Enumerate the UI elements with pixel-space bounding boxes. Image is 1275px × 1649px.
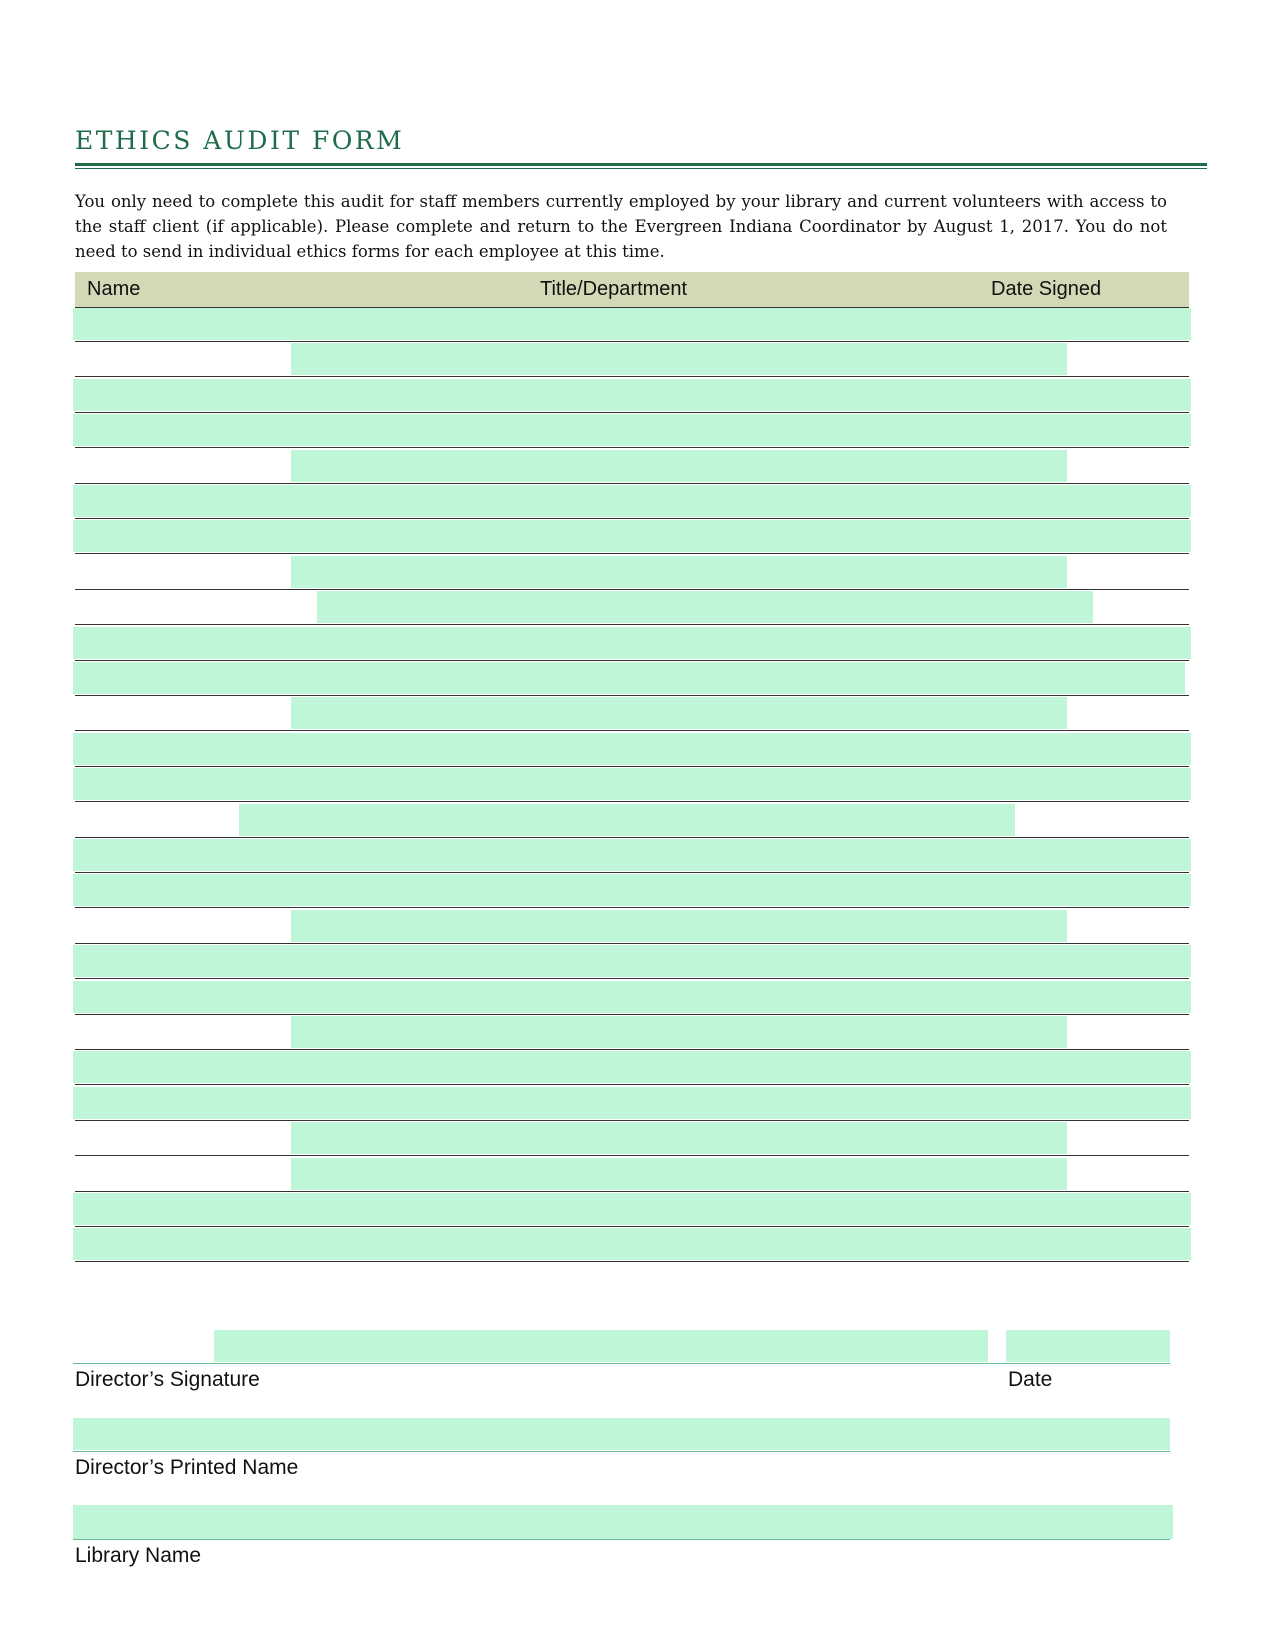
row-input-field[interactable] [291,697,1067,729]
row-input-field[interactable] [73,662,1185,694]
row-input-field[interactable] [73,1193,1191,1225]
row-input-field[interactable] [291,556,1067,588]
director-printed-name-label: Director’s Printed Name [75,1456,299,1479]
row-input-field[interactable] [73,485,1191,517]
library-name-field[interactable] [73,1505,1173,1539]
printed-name-line [73,1451,1170,1452]
row-input-field[interactable] [291,1122,1067,1154]
row-input-field[interactable] [73,733,1191,765]
row-input-field[interactable] [73,379,1191,411]
table-row [75,803,1189,838]
table-row [75,626,1189,661]
table-row [75,1050,1189,1085]
row-input-field[interactable] [73,627,1191,659]
row-input-field[interactable] [73,945,1191,977]
table-row [75,1227,1189,1262]
table-row [75,661,1189,696]
table-row [75,342,1189,377]
table-row [75,378,1189,413]
date-label: Date [1008,1368,1053,1391]
row-input-field[interactable] [291,450,1067,482]
row-input-field[interactable] [317,591,1093,623]
row-input-field[interactable] [73,520,1191,552]
row-input-field[interactable] [73,874,1191,906]
row-input-field[interactable] [73,414,1191,446]
table-row [75,590,1189,625]
table-row [75,1086,1189,1121]
table-row [75,555,1189,590]
table-row [75,1121,1189,1156]
table-row [75,873,1189,908]
row-input-field[interactable] [291,1158,1067,1190]
form-title: ETHICS AUDIT FORM [75,126,405,155]
table-row [75,413,1189,448]
table-row [75,696,1189,731]
table-row [75,838,1189,873]
table-row [75,449,1189,484]
header-date-signed: Date Signed [991,278,1102,300]
signature-date-field[interactable] [1006,1330,1170,1362]
row-input-field[interactable] [73,839,1191,871]
director-signature-label: Director’s Signature [75,1368,260,1391]
director-signature-field[interactable] [214,1330,988,1362]
table-row [75,484,1189,519]
table-row [75,767,1189,802]
row-input-field[interactable] [291,1016,1067,1048]
row-input-field[interactable] [73,1087,1191,1119]
library-name-line [73,1539,1170,1540]
library-name-label: Library Name [75,1544,202,1567]
table-row [75,944,1189,979]
header-name: Name [87,278,141,300]
row-input-field[interactable] [73,768,1191,800]
row-input-field[interactable] [291,343,1067,375]
table-row [75,307,1189,342]
intro-paragraph: You only need to complete this audit for staff members currently employed by your library and current volunteers with access to the staff client (if applicable). Please complete and return to the Evergreen Indiana Coordinator by August 1, 2017. You do not need to send in individual ethics forms for each employee at this time. [75,192,1167,261]
header-title-department: Title/Department [540,278,688,300]
row-input-field[interactable] [73,308,1191,340]
table-row [75,1157,1189,1192]
row-input-field[interactable] [291,910,1067,942]
table-row [75,1015,1189,1050]
row-input-field[interactable] [73,1228,1191,1260]
table-row [75,980,1189,1015]
row-input-field[interactable] [73,981,1191,1013]
table-row [75,732,1189,767]
row-input-field[interactable] [73,1051,1191,1083]
table-row [75,1192,1189,1227]
table-row [75,909,1189,944]
signature-line [73,1363,1170,1364]
director-printed-name-field[interactable] [73,1418,1170,1450]
table-row [75,519,1189,554]
row-input-field[interactable] [239,804,1015,836]
